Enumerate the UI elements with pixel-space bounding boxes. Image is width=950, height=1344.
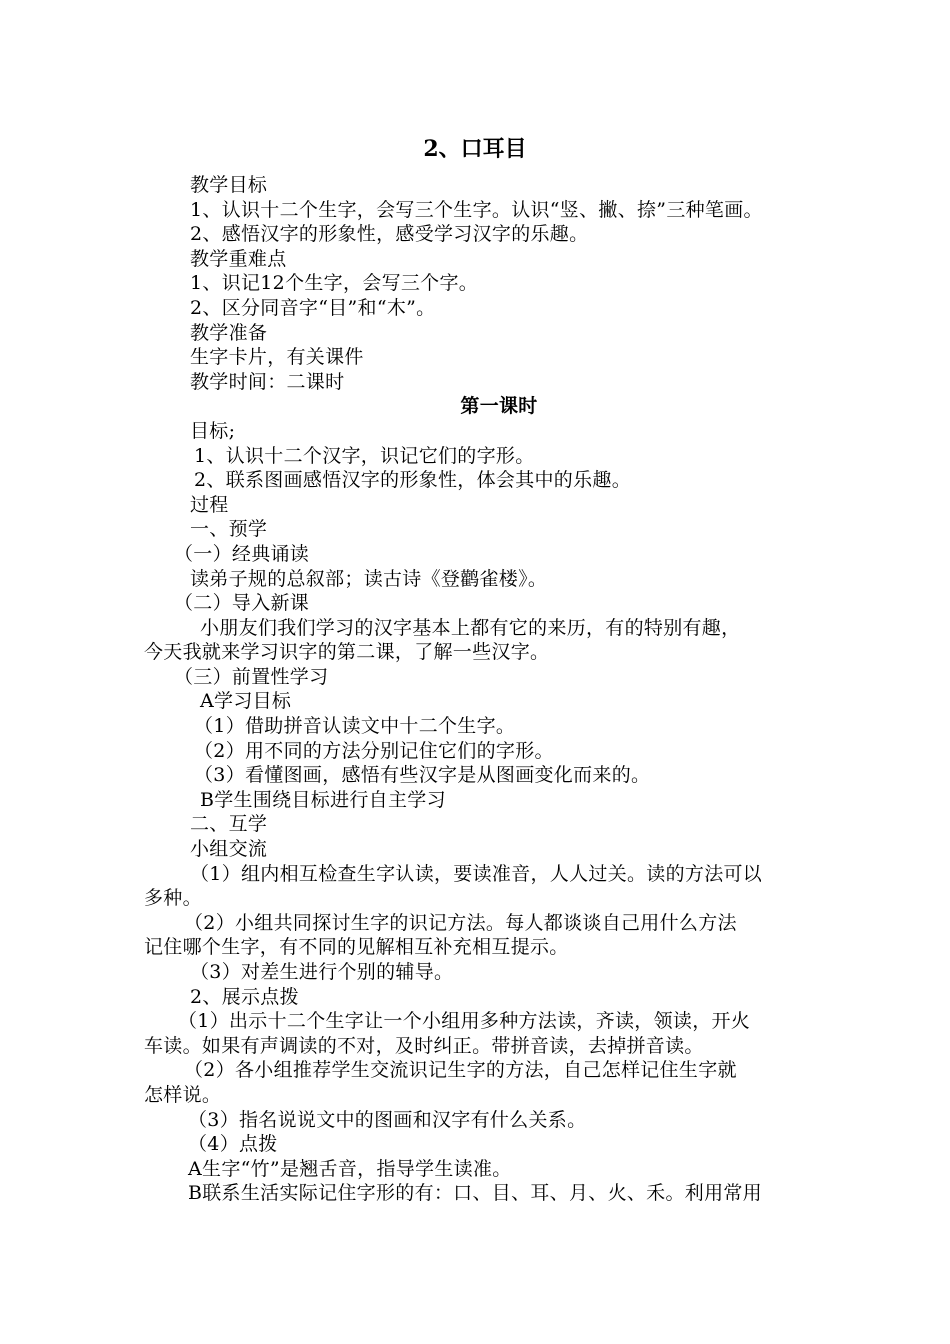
self-study-line: B学生围绕目标进行自主学习 — [200, 788, 446, 811]
intro-line-2: 今天我就来学习识字的第二课，了解一些汉字。 — [144, 641, 550, 664]
group-step-3: （3）对差生进行个别的辅导。 — [190, 961, 454, 983]
key-point-line-2: 2、区分同音字“目”和“木”。 — [190, 296, 436, 319]
classic-reading-line: 读弟子规的总叙部；读古诗《登鹳雀楼》。 — [190, 567, 548, 590]
document-body — [144, 173, 814, 1206]
guidance-a: A生字“竹”是翘舌音，指导学生读准。 — [188, 1157, 512, 1180]
heading-preparation: 教学准备 — [190, 321, 268, 344]
group-exchange-label: 小组交流 — [190, 838, 268, 861]
display-step-3: （3）指名说说文中的图画和汉字有什么关系。 — [188, 1108, 587, 1131]
learning-goal-2: （2）用不同的方法分别记住它们的字形。 — [194, 739, 554, 762]
display-step-2-line-1: （2）各小组推荐学生交流识记生字的方法，自己怎样记住生字就 — [184, 1059, 737, 1082]
group-step-2-line-2: 记住哪个生字，有不同的见解相互补充相互提示。 — [144, 936, 569, 959]
section-mutual-learning: 二、互学 — [190, 813, 268, 836]
group-step-2-line-1: （2）小组共同探讨生字的识记方法。每人都谈谈自己用什么方法 — [184, 911, 737, 934]
section-prelearn: 一、预学 — [190, 518, 268, 541]
lesson-goal-1: 1、认识十二个汉字，识记它们的字形。 — [194, 444, 535, 467]
goal-line-2: 2、感悟汉字的形象性，感受学习汉字的乐趣。 — [190, 223, 589, 246]
group-step-1-line-1: （1）组内相互检查生字认读，要读准音，人人过关。读的方法可以 — [190, 862, 763, 885]
subsection-intro: （二）导入新课 — [174, 592, 310, 615]
document-title: 2、口耳目 — [423, 136, 527, 162]
group-step-1-line-2: 多种。 — [144, 887, 202, 910]
learning-goal-heading: A学习目标 — [200, 690, 292, 713]
preparation-line: 生字卡片，有关课件 — [190, 346, 364, 369]
learning-goal-3: （3）看懂图画，感悟有些汉字是从图画变化而来的。 — [194, 764, 651, 787]
intro-line-1: 小朋友们我们学习的汉字基本上都有它的来历，有的特别有趣， — [200, 616, 741, 639]
heading-key-points: 教学重难点 — [190, 247, 287, 270]
lesson-goal-label: 目标; — [190, 419, 236, 442]
display-step-4: （4）点拨 — [188, 1133, 278, 1156]
subsection-prelearning: （三）前置性学习 — [174, 665, 329, 688]
subsection-classic-reading: （一）经典诵读 — [174, 542, 310, 565]
section-display-guidance: 2、展示点拨 — [190, 985, 299, 1008]
display-step-2-line-2: 怎样说。 — [144, 1083, 222, 1106]
learning-goal-1: （1）借助拼音认读文中十二个生字。 — [194, 715, 516, 738]
teaching-time-line: 教学时间：二课时 — [190, 370, 345, 393]
lesson-goal-2: 2、联系图画感悟汉字的形象性，体会其中的乐趣。 — [194, 469, 631, 492]
display-step-1-line-2: 车读。如果有声调读的不对，及时纠正。带拼音读，去掉拼音读。 — [144, 1034, 704, 1057]
lesson-one-heading: 第一课时 — [460, 395, 538, 418]
goal-line-1: 1、认识十二个生字，会写三个生字。认识“竖、撇、捺”三种笔画。 — [190, 198, 763, 221]
heading-teaching-goals: 教学目标 — [190, 174, 268, 196]
key-point-line-1: 1、识记12个生字，会写三个字。 — [190, 272, 479, 295]
process-label: 过程 — [190, 493, 229, 516]
guidance-b: B联系生活实际记住字形的有：口、目、耳、月、火、禾。利用常用 — [188, 1182, 762, 1205]
display-step-1-line-1: （1）出示十二个生字让一个小组用多种方法读，齐读，领读，开火 — [178, 1010, 751, 1033]
